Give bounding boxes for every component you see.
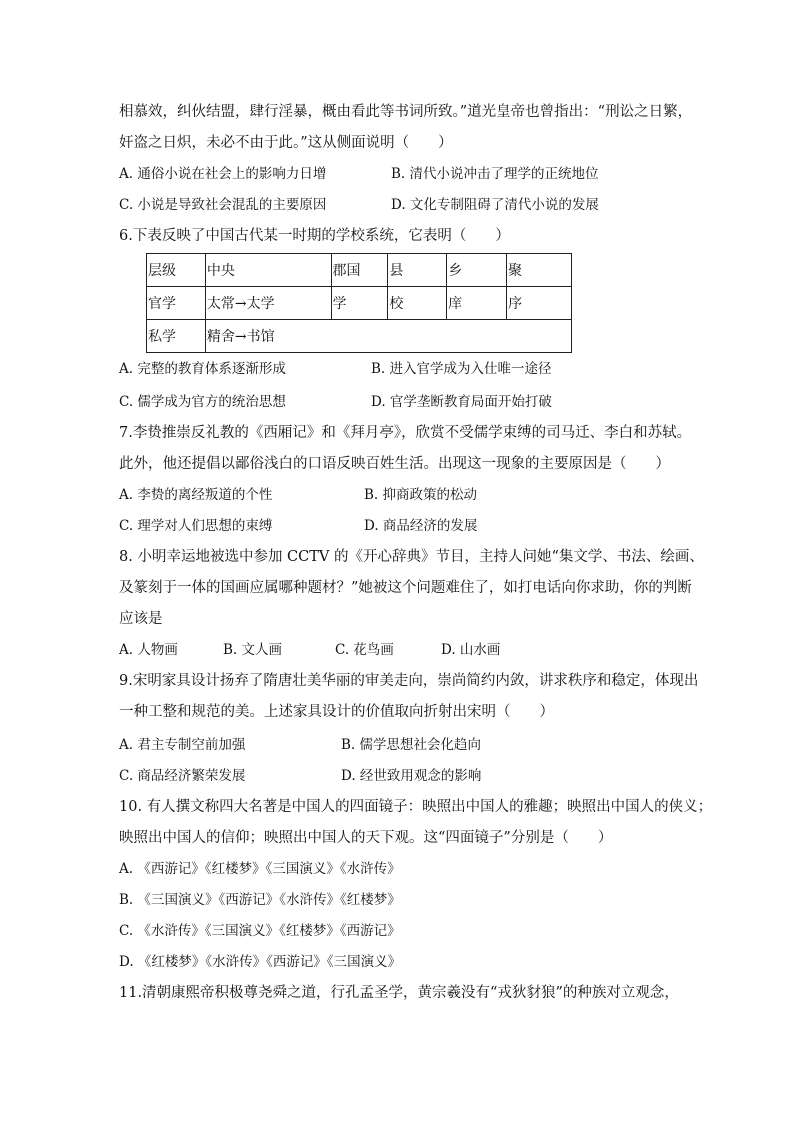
q8-option-b[interactable]: B. 文人画 — [223, 642, 283, 658]
school-system-table — [146, 253, 572, 353]
table-cell: 庠 — [447, 287, 507, 320]
q10-option-b[interactable]: B. 《三国演义》《西游记》《水浒传》《红楼梦》 — [119, 892, 401, 908]
question-7-line-1: 7.李贽推崇反礼教的《西厢记》和《拜月亭》，欣赏不受儒学束缚的司马迁、李白和苏轼。 — [119, 425, 692, 441]
table-cell: 乡 — [447, 254, 507, 287]
q6-option-b[interactable]: B. 进入官学成为入仕唯一途径 — [371, 361, 552, 377]
question-9-line-2: 一种工整和规范的美。上述家具设计的价值取向折射出宋明（ ） — [119, 704, 554, 720]
q8-option-d[interactable]: D. 山水画 — [441, 642, 501, 658]
q10-option-a[interactable]: A. 《西游记》《红楼梦》《三国演义》《水浒传》 — [119, 861, 401, 877]
q9-option-a[interactable]: A. 君主专制空前加强 — [119, 737, 246, 753]
q5-option-b[interactable]: B. 清代小说冲击了理学的正统地位 — [391, 166, 599, 182]
question-11: 11.清朝康熙帝积极尊尧舜之道，行孔孟圣学，黄宗羲没有“戎狄豺狼”的种族对立观念， — [119, 985, 679, 1001]
q7-option-c[interactable]: C. 理学对人们思想的束缚 — [119, 518, 273, 534]
table-row — [147, 320, 572, 353]
table-row — [147, 287, 572, 320]
q6-option-a[interactable]: A. 完整的教育体系逐渐形成 — [119, 361, 286, 377]
table-cell: 层级 — [147, 254, 206, 287]
question-8-line-2: 及篆刻于一体的国画应属哪种题材？”她被这个问题难住了，如打电话向你求助，你的判断 — [119, 580, 692, 596]
continued-text-line-1: 相慕效，纠伙结盟，肆行淫暴，概由看此等书词所致。”道光皇帝也曾指出：“刑讼之日繁， — [119, 104, 693, 120]
table-cell: 中央 — [205, 254, 331, 287]
question-6: 6.下表反映了中国古代某一时期的学校系统，它表明（ ） — [119, 228, 510, 244]
q5-option-d[interactable]: D. 文化专制阻碍了清代小说的发展 — [391, 197, 599, 213]
q9-option-d[interactable]: D. 经世致用观念的影响 — [341, 768, 482, 784]
q5-option-a[interactable]: A. 通俗小说在社会上的影响力日增 — [119, 166, 327, 182]
table-cell: 聚 — [507, 254, 572, 287]
q5-option-c[interactable]: C. 小说是导致社会混乱的主要原因 — [119, 197, 327, 213]
q9-option-c[interactable]: C. 商品经济繁荣发展 — [119, 768, 246, 784]
q7-option-d[interactable]: D. 商品经济的发展 — [364, 518, 478, 534]
question-10-line-2: 映照出中国人的信仰；映照出中国人的天下观。这“四面镜子”分别是（ ） — [119, 830, 613, 846]
q8-option-c[interactable]: C. 花鸟画 — [335, 642, 394, 658]
q6-option-c[interactable]: C. 儒学成为官方的统治思想 — [119, 394, 286, 410]
table-cell: 私学 — [147, 320, 206, 353]
q6-option-d[interactable]: D. 官学垄断教育局面开始打破 — [371, 394, 552, 410]
continued-text-line-2: 奸盗之日炽，未必不由于此。”这从侧面说明（ ） — [119, 135, 453, 151]
question-10-line-1: 10. 有人撰文称四大名著是中国人的四面镜子：映照出中国人的雅趣；映照出中国人的侠义； — [119, 799, 713, 815]
q10-option-d[interactable]: D. 《红楼梦》《水浒传》《西游记》《三国演义》 — [119, 954, 402, 970]
table-cell: 官学 — [147, 287, 206, 320]
question-8-line-3: 应该是 — [119, 611, 163, 627]
question-8-line-1: 8. 小明幸运地被选中参加 CCTV 的《开心辞典》节目，主持人问她“集文学、书法、绘画、 — [119, 549, 704, 565]
q7-option-a[interactable]: A. 李贽的离经叛道的个性 — [119, 487, 273, 503]
q7-option-b[interactable]: B. 抑商政策的松动 — [364, 487, 478, 503]
table-cell: 精舍→书馆 — [205, 320, 571, 353]
table-cell: 学 — [331, 287, 388, 320]
table-cell: 太常→太学 — [205, 287, 331, 320]
table-row — [147, 254, 572, 287]
table-cell: 县 — [388, 254, 447, 287]
question-9-line-1: 9.宋明家具设计扬弃了隋唐壮美华丽的审美走向，崇尚简约内敛，讲求秩序和稳定，体现出 — [119, 673, 699, 689]
table-cell: 校 — [388, 287, 447, 320]
table-cell: 郡国 — [331, 254, 388, 287]
q9-option-b[interactable]: B. 儒学思想社会化趋向 — [341, 737, 482, 753]
table-cell: 序 — [507, 287, 572, 320]
q8-option-a[interactable]: A. 人物画 — [119, 642, 178, 658]
question-7-line-2: 此外，他还提倡以鄙俗浅白的口语反映百姓生活。出现这一现象的主要原因是（ ） — [119, 456, 670, 472]
q10-option-c[interactable]: C. 《水浒传》《三国演义》《红楼梦》《西游记》 — [119, 923, 401, 939]
